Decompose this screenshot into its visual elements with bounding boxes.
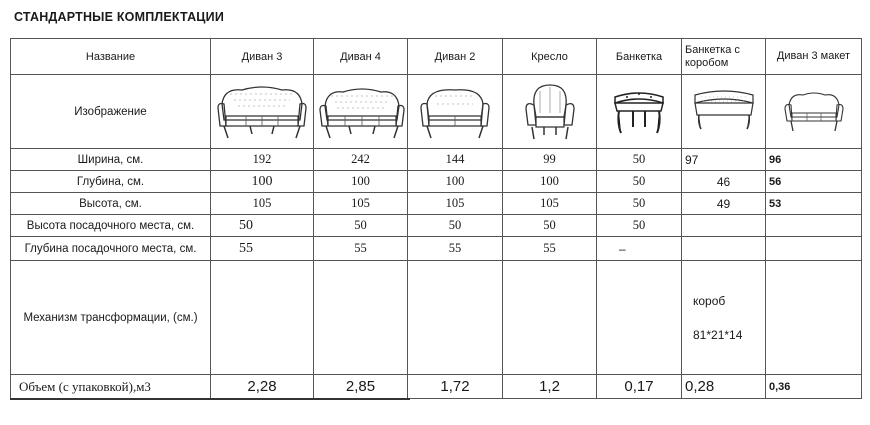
column-header: Диван 3 макет (766, 39, 862, 75)
cell-depth: 46 (682, 171, 766, 193)
sofa-2-icon (408, 75, 503, 149)
column-header: Диван 4 (314, 39, 408, 75)
cell-height: 105 (408, 193, 503, 215)
row-label-height: Высота, см. (11, 193, 211, 215)
cell-mechanism (211, 261, 314, 375)
header-row (11, 39, 862, 75)
cell-mechanism (314, 261, 408, 375)
cell-mechanism (682, 261, 766, 375)
cell-width: 99 (503, 149, 597, 171)
cell-volume: 0,28 (682, 375, 766, 399)
cell-height: 50 (597, 193, 682, 215)
cell-seat-height: 50 (408, 215, 503, 237)
cell-width: 242 (314, 149, 408, 171)
table-row (11, 375, 862, 399)
cell-seat-height: 50 (211, 215, 314, 237)
cell-seat-depth (682, 237, 766, 261)
bench-icon (597, 75, 682, 149)
bottom-rule (10, 398, 410, 400)
cell-volume: 1,72 (408, 375, 503, 399)
column-header: Диван 3 (211, 39, 314, 75)
column-header: Кресло (503, 39, 597, 75)
cell-volume: 1,2 (503, 375, 597, 399)
column-header: Диван 2 (408, 39, 503, 75)
cell-seat-height (682, 215, 766, 237)
row-label-seat-height: Высота посадочного места, см. (11, 215, 211, 237)
cell-depth: 56 (766, 171, 862, 193)
table-row (11, 171, 862, 193)
cell-depth: 100 (408, 171, 503, 193)
sofa-3-icon (211, 75, 314, 149)
cell-width: 144 (408, 149, 503, 171)
cell-seat-depth (766, 237, 862, 261)
cell-volume: 0,36 (766, 375, 862, 399)
table-row (11, 215, 862, 237)
cell-seat-height (766, 215, 862, 237)
row-label-seat-depth: Глубина посадочного места, см. (11, 237, 211, 261)
column-header: Банкетка (597, 39, 682, 75)
page-title: СТАНДАРТНЫЕ КОМПЛЕКТАЦИИ (14, 10, 225, 24)
row-label-depth: Глубина, см. (11, 171, 211, 193)
row-label-mechanism: Механизм трансформации, (см.) (11, 261, 211, 375)
mechanism-note-line2: 81*21*14 (693, 327, 743, 342)
column-header: Банкетка с коробом (682, 39, 766, 75)
row-label-name: Название (11, 39, 211, 75)
cell-width: 192 (211, 149, 314, 171)
cell-height: 105 (211, 193, 314, 215)
cell-seat-depth: 55 (211, 237, 314, 261)
cell-depth: 100 (314, 171, 408, 193)
cell-volume: 2,85 (314, 375, 408, 399)
cell-depth: 100 (503, 171, 597, 193)
row-label-width: Ширина, см. (11, 149, 211, 171)
cell-depth: 50 (597, 171, 682, 193)
cell-width: 50 (597, 149, 682, 171)
cell-height: 49 (682, 193, 766, 215)
cell-volume: 2,28 (211, 375, 314, 399)
image-row (11, 75, 862, 149)
cell-seat-depth: 55 (503, 237, 597, 261)
cell-depth: 100 (211, 171, 314, 193)
table-row (11, 149, 862, 171)
specs-table (10, 38, 862, 399)
cell-mechanism (766, 261, 862, 375)
cell-width: 97 (682, 149, 766, 171)
sofa-3-model-icon (766, 75, 862, 149)
cell-seat-height: 50 (597, 215, 682, 237)
cell-height: 53 (766, 193, 862, 215)
cell-mechanism (597, 261, 682, 375)
row-label-volume: Объем (с упаковкой),м3 (11, 375, 211, 399)
cell-mechanism (408, 261, 503, 375)
cell-width: 96 (766, 149, 862, 171)
cell-seat-depth: – (597, 237, 682, 261)
armchair-icon (503, 75, 597, 149)
storage-bench-icon (682, 75, 766, 149)
table-row (11, 261, 862, 375)
table-row (11, 193, 862, 215)
cell-seat-depth: 55 (408, 237, 503, 261)
cell-mechanism (503, 261, 597, 375)
cell-seat-height: 50 (503, 215, 597, 237)
cell-seat-depth: 55 (314, 237, 408, 261)
row-label-image: Изображение (11, 75, 211, 149)
sofa-4-icon (314, 75, 408, 149)
cell-height: 105 (503, 193, 597, 215)
mechanism-note-line1: короб (693, 293, 726, 308)
cell-seat-height: 50 (314, 215, 408, 237)
table-row (11, 237, 862, 261)
cell-volume: 0,17 (597, 375, 682, 399)
cell-height: 105 (314, 193, 408, 215)
